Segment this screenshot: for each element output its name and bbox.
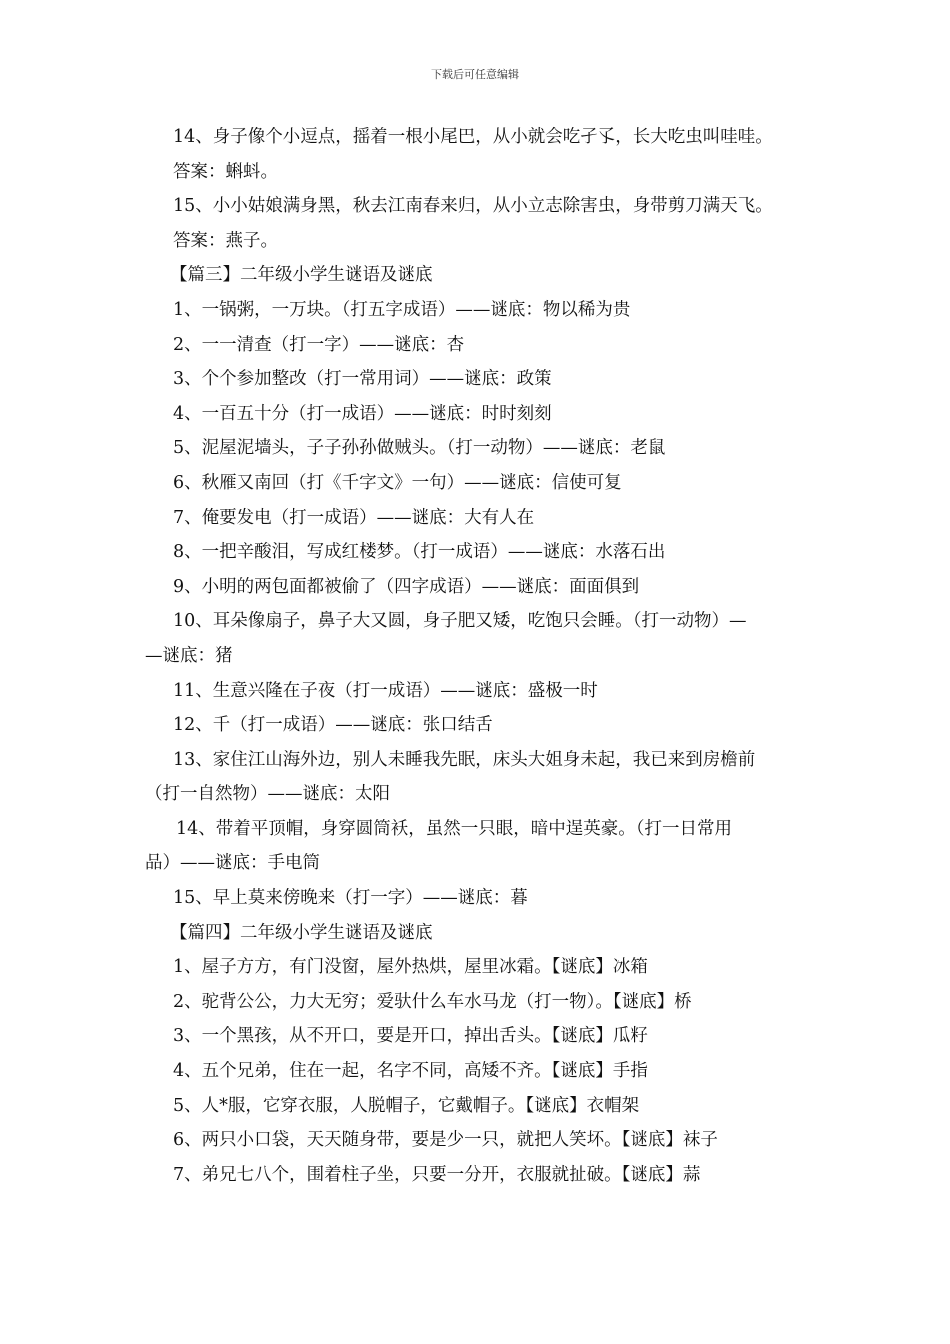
header-note: 下载后可任意编辑 (431, 68, 519, 81)
text-line: 9、小明的两包面都被偷了（四字成语）——谜底：面面俱到 (173, 576, 640, 597)
text-line: 7、弟兄七八个，围着柱子坐，只要一分开，衣服就扯破。【谜底】蒜 (173, 1164, 701, 1185)
text-line: —谜底：猪 (145, 645, 233, 666)
text-line: 1、一锅粥，一万块。（打五字成语）——谜底：物以稀为贵 (173, 299, 631, 320)
text-line: 15、早上莫来傍晚来（打一字）——谜底：暮 (173, 888, 528, 909)
text-line: 2、一一清查（打一字）——谜底：杏 (173, 334, 465, 355)
text-line: 12、千（打一成语）——谜底：张口结舌 (173, 715, 493, 736)
text-line: 7、俺要发电（打一成语）——谜底：大有人在 (173, 507, 535, 528)
text-line: 10、耳朵像扇子，鼻子大又圆，身子肥又矮，吃饱只会睡。（打一动物）— (173, 611, 747, 632)
text-line: 5、人*服，它穿衣服，人脱帽子，它戴帽子。【谜底】衣帽架 (173, 1095, 640, 1116)
text-line: 品）——谜底：手电筒 (145, 853, 320, 874)
text-line: 15、小小姑娘满身黑，秋去江南春来归，从小立志除害虫，身带剪刀满天飞。 (173, 196, 773, 217)
text-line: 答案：燕子。 (173, 230, 278, 251)
section-heading: 【篇四】二年级小学生谜语及谜底 (170, 922, 433, 943)
text-line: 14、带着平顶帽，身穿圆筒袄，虽然一只眼，暗中逞英豪。（打一日常用 (176, 818, 733, 839)
text-line: 2、驼背公公，力大无穷；爱驮什么车水马龙（打一物）。【谜底】桥 (173, 991, 692, 1012)
text-line: 5、泥屋泥墙头，子子孙孙做贼头。（打一动物）——谜底：老鼠 (173, 438, 666, 459)
text-line: 8、一把辛酸泪，写成红楼梦。（打一成语）——谜底：水落石出 (173, 542, 666, 563)
section-heading: 【篇三】二年级小学生谜语及谜底 (170, 265, 433, 286)
text-line: 13、家住江山海外边，别人未睡我先眠，床头大姐身未起，我已来到房檐前 (173, 749, 756, 770)
text-line: （打一自然物）——谜底：太阳 (145, 784, 390, 805)
text-line: 6、两只小口袋，天天随身带，要是少一只，就把人笑坏。【谜底】袜子 (173, 1130, 718, 1151)
document-body (145, 120, 817, 1192)
text-line: 3、个个参加整改（打一常用词）——谜底：政策 (173, 369, 552, 390)
text-line: 1、屋子方方，有门没窗，屋外热烘，屋里冰霜。【谜底】冰箱 (173, 957, 648, 978)
text-line: 6、秋雁又南回（打《千字文》一句）——谜底：信使可复 (173, 472, 622, 493)
text-line: 4、五个兄弟，住在一起，名字不同，高矮不齐。【谜底】手指 (173, 1061, 648, 1082)
text-line: 14、身子像个小逗点，摇着一根小尾巴，从小就会吃孑孓，长大吃虫叫哇哇。 (173, 127, 773, 147)
text-line: 11、生意兴隆在子夜（打一成语）——谜底：盛极一时 (173, 680, 598, 701)
text-line: 答案：蝌蚪。 (173, 161, 278, 182)
text-line: 3、一个黑孩，从不开口，要是开口，掉出舌头。【谜底】瓜籽 (173, 1026, 648, 1047)
text-line: 4、一百五十分（打一成语）——谜底：时时刻刻 (173, 403, 552, 424)
